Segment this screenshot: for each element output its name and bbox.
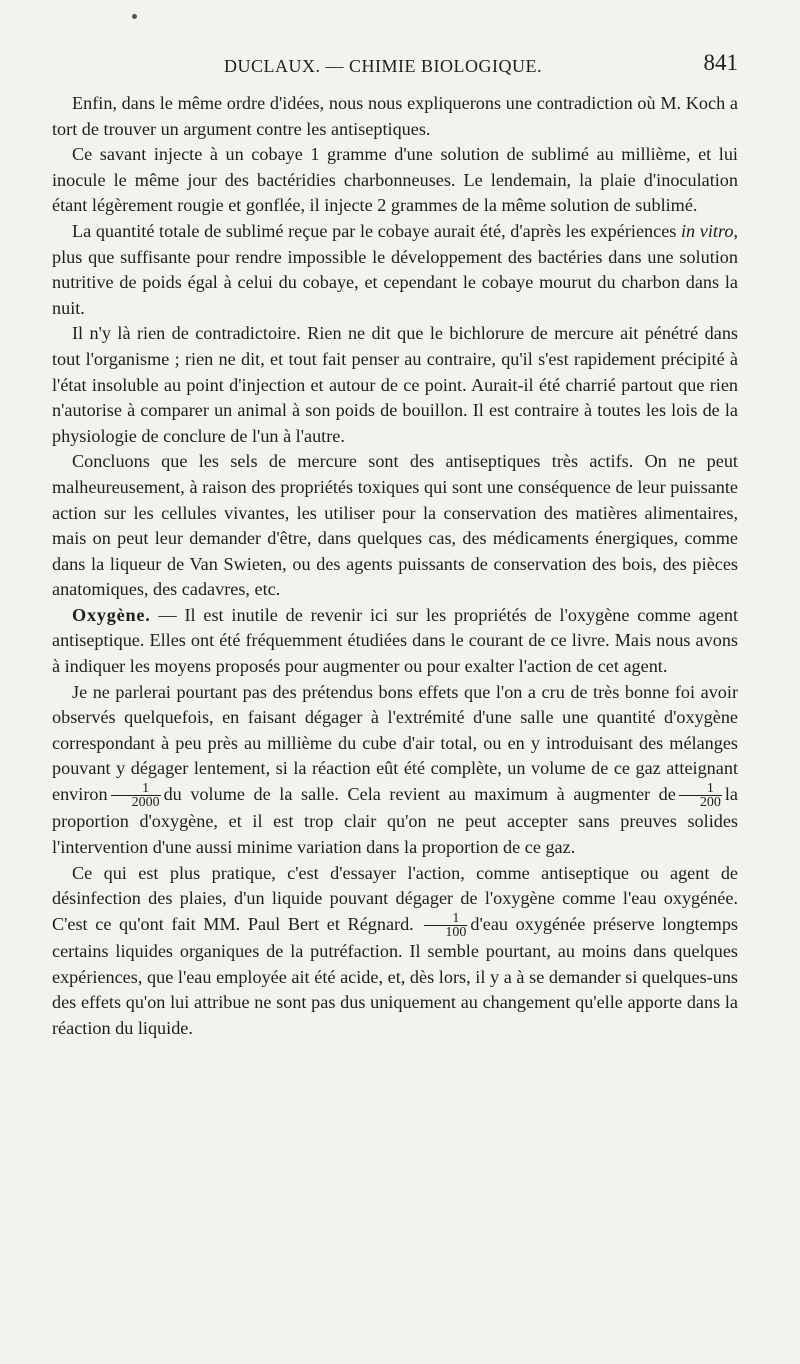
in-vitro-emphasis: in vitro [681,220,734,241]
section-heading-oxygene: Oxygène. [72,604,151,625]
fraction-numerator: 1 [424,912,467,926]
fraction-one-hundredth [424,912,467,939]
body-text [52,91,738,1041]
fraction-numerator: 1 [679,782,722,796]
page-number: 841 [703,50,738,75]
paragraph-4: Il n'y là rien de contradictoire. Rien ne dit que le bichlorure de mercure ait pénétré dans tout l'organisme ; rien ne dit, et tout fait penser au contraire, qu'il s'est rapidement précipité à l'état insoluble au point d'injection et autour de ce point. Aurait-il été charrié partout que rien n'autorise à comparer un animal à son poids de bouillon. Il est contraire à toutes les lois de la physiologie de conclure de l'un à l'autre. [52,323,738,446]
paragraph-3 [52,219,738,321]
paragraph-8 [52,861,738,1042]
fraction-denominator: 200 [699,795,721,811]
paragraph-8-text-b: d'eau oxygénée préserve longtemps certains liquides organiques de la putréfaction. Il semble pourtant, au moins dans quelques expériences, que l'eau employée ait été acide, et, dès lors, il y a à se demander si quelques-uns des effets qu'on lui attribue ne sont pas dus uniquement au changement qu'elle apporte dans la réaction du liquide. [52,913,738,1038]
running-title: DUCLAUX. — CHIMIE BIOLOGIQUE. [224,56,542,76]
paragraph-5: Concluons que les sels de mercure sont des antiseptiques très actifs. On ne peut malheureusement, à raison des propriétés toxiques qui sont une conséquence de leur puissante action sur les cellules vivantes, les utiliser pour la conservation des matières alimentaires, mais on peut leur demander d'être, dans quelques cas, des médicaments énergiques, comme dans la liqueur de Van Swieten, ou des agents puissants de conservation des bois, des pièces anatomiques, des cadavres, etc. [52,451,738,600]
paragraph-1: Enfin, dans le même ordre d'idées, nous nous expliquerons une contradiction où M. Koch a tort de trouver un argument contre les antiseptiques. [52,93,738,139]
paragraph-3-text-b: , plus que suffisante pour rendre impossible le développement des bactéries dans une solution nutritive de poids égal à celui du cobaye, et cependant le cobaye mourut du charbon dans la nuit. [52,220,739,318]
fraction-one-two-thousandth [111,782,161,809]
print-speck [132,14,137,19]
fraction-denominator: 100 [445,925,467,941]
fraction-numerator: 1 [111,782,161,796]
paragraph-2: Ce savant injecte à un cobaye 1 gramme d'une solution de sublimé au millième, et lui inocule le même jour des bactéridies charbonneuses. Le lendemain, la plaie d'inoculation étant légèrement rougie et gonflée, il injecte 2 grammes de la même solution de sublimé. [52,144,738,216]
paragraph-7-text-b: du volume de la salle. Cela revient au maximum à augmenter de [163,784,676,805]
paragraph-6 [52,603,738,680]
fraction-denominator: 2000 [131,795,160,811]
paragraph-7-text-c: la proportion d'oxygène, et il est trop clair qu'on ne peut accepter sans preuves solides l'intervention d'une aussi minime variation dans la proportion de ce gaz. [52,784,738,857]
paragraph-7 [52,680,738,861]
paragraph-8-text-a: Ce qui est plus pratique, c'est d'essayer l'action, comme antiseptique ou agent de désinfection des plaies, d'un liquide pouvant dégager de l'oxygène comme l'eau oxygénée. C'est ce qu'ont fait MM. Paul Bert et Régnard. [52,862,738,934]
paragraph-6-text: — Il est inutile de revenir ici sur les propriétés de l'oxygène comme agent antiseptique. Elles ont été fréquemment étudiées dans le courant de ce livre. Mais nous avons à indiquer les moyens proposés pour augmenter ou pour exalter l'action de cet agent. [52,604,738,677]
paragraph-7-text-a: Je ne parlerai pourtant pas des prétendus bons effets que l'on a cru de très bonne foi avoir observés quelquefois, en faisant dégager à l'extrémité d'une salle une quantité d'oxygène correspondant à peu près au millième du cube d'air total, ou en y introduisant des mélanges pouvant y dégager lentement, si la réaction eût été complète, un volume de ce gaz atteignant environ [52,681,738,805]
running-header [52,50,740,80]
fraction-one-two-hundredth [679,782,722,809]
paragraph-3-text-a: La quantité totale de sublimé reçue par le cobaye aurait été, d'après les expériences [72,220,681,241]
